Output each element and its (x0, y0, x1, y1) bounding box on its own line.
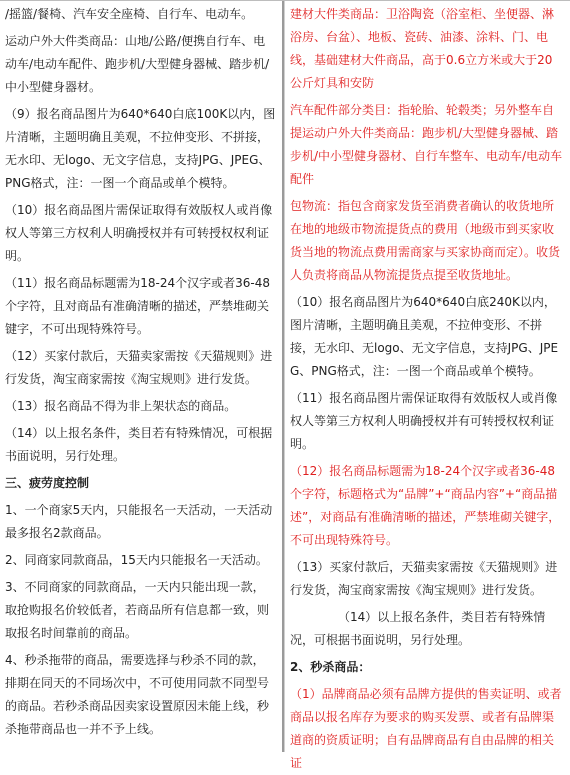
right-paragraph-7: （13）买家付款后，天猫卖家需按《天猫规则》进行发货，淘宝商家需按《淘宝规则》进行发货。 (290, 560, 558, 597)
left-column (0, 1, 284, 752)
right-paragraph-6: （12）报名商品标题需为18-24个汉字或者36-48个字符，标题格式为“品牌”+“商品内容”+“商品描述”，对商品有准确清晰的描述，严禁堆砌关键字，不可出现特殊符号。 (290, 464, 561, 547)
right-column (284, 1, 570, 770)
right-paragraph-3: 包物流：指包含商家发货至消费者确认的收货地所在地的地级市物流提货点的费用（地级市到买家收货当地的物流点费用需商家与买家协商而定）。收货人负责将商品从物流提货点提至收货地址。 (290, 199, 561, 282)
left-paragraph-1: /摇篮/餐椅、汽车安全座椅、自行车、电动车。 (5, 7, 254, 21)
right-paragraph-2: 汽车配件部分类目：指轮胎、轮毂类；另外整车自提运动户外大件类商品：跑步机/大型健身器械、踏步机/中小型健身器材、自行车整车、电动车/电动车配件 (290, 103, 563, 186)
left-paragraph-12: 3、不同商家的同款商品，一天内只能出现一款，取抢购报名价较低者，若商品所有信息都一致，则取报名时间靠前的商品。 (5, 580, 270, 640)
left-paragraph-6: （12）买家付款后，天猫卖家需按《天猫规则》进行发货，淘宝商家需按《淘宝规则》进行发货。 (5, 349, 273, 386)
section-heading-flash-sale: 2、秒杀商品： (290, 660, 371, 674)
right-paragraph-5: （11）报名商品图片需保证取得有效版权人或肖像权人等第三方权利人明确授权并有可转授权权利证明。 (290, 391, 558, 451)
left-paragraph-3: （9）报名商品图片为640*640白底100K以内，图片清晰，主题明确且美观，不拉伸变形、不拼接，无水印、无logo、无文字信息，支持JPG、JPEG、PNG格式，注：一图一个商品或单个模特。 (5, 107, 276, 190)
right-paragraph-1: 建材大件类商品：卫浴陶瓷（浴室柜、坐便器、淋浴房、台盆）、地板、瓷砖、油漆、涂料、门、电线，基础建材大件商品，高于0.6立方米或大于20公斤灯具和安防 (290, 7, 555, 90)
right-paragraph-10: （1）品牌商品必须有品牌方提供的售卖证明、或者商品以报名库存为要求的购买发票、或者有品牌渠道商的资质证明；自有品牌商品有自由品牌的相关证 (290, 687, 562, 770)
left-paragraph-2: 运动户外大件类商品：山地/公路/便携自行车、电动车/电动车配件、跑步机/大型健身器械、踏步机/中小型健身器材。 (5, 34, 270, 94)
left-paragraph-8: （14）以上报名条件，类目若有特殊情况，可根据书面说明，另行处理。 (5, 426, 273, 463)
left-paragraph-13: 4、秒杀拖带的商品，需要选择与秒杀不同的款，排期在同天的不同场次中，不可使用同款不同型号的商品。若秒杀商品因卖家设置原因未能上线，秒杀拖带商品也一并不予上线。 (5, 653, 270, 736)
right-paragraph-4: （10）报名商品图片为640*640白底240K以内，图片清晰，主题明确且美观，不拉伸变形、不拼接，无水印、无logo、无文字信息，支持JPG、JPEG、PNG格式，注：一图一个商品或单个模特。 (290, 295, 559, 378)
left-paragraph-10: 1、一个商家5天内，只能报名一天活动，一天活动最多报名2款商品。 (5, 503, 273, 540)
left-paragraph-7: （13）报名商品不得为非上架状态的商品。 (5, 399, 237, 413)
left-paragraph-4: （10）报名商品图片需保证取得有效版权人或肖像权人等第三方权利人明确授权并有可转授权权利证明。 (5, 203, 273, 263)
right-paragraph-8: （14）以上报名条件，类目若有特殊情况，可根据书面说明，另行处理。 (290, 610, 546, 647)
left-paragraph-5: （11）报名商品标题需为18-24个汉字或者36-48个字符，且对商品有准确清晰的描述，严禁堆砌关键字，不可出现特殊符号。 (5, 276, 271, 336)
left-paragraph-11: 2、同商家同款商品，15天内只能报名一天活动。 (5, 553, 268, 567)
section-heading-fatigue-control: 三、疲劳度控制 (5, 476, 90, 490)
